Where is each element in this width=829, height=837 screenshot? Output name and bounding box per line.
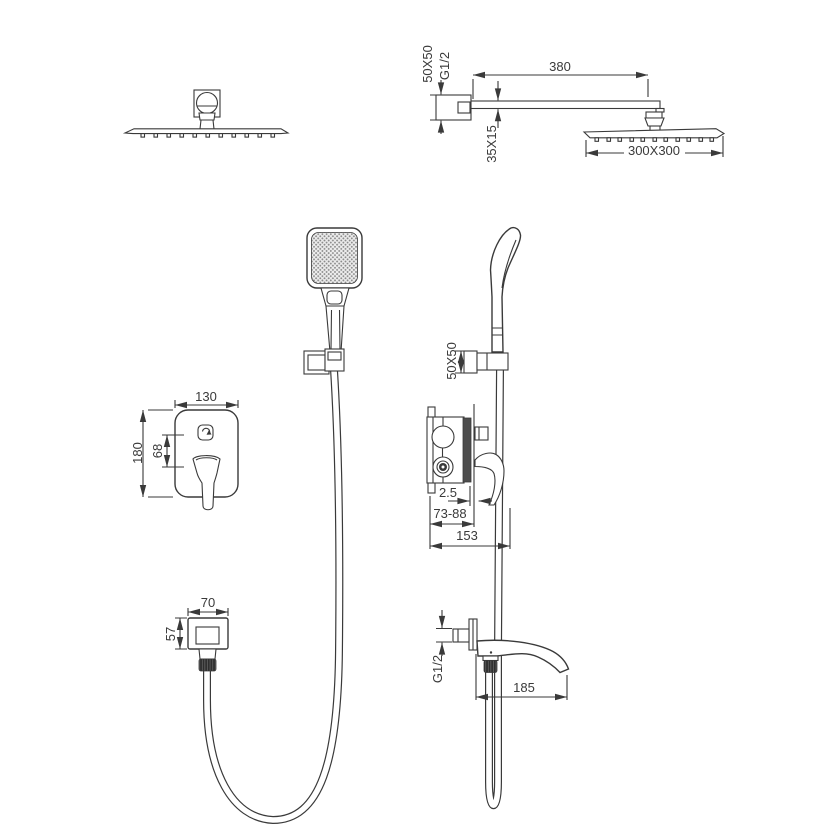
spout-hose-nut xyxy=(484,661,497,673)
dim-outlet-width xyxy=(188,595,228,616)
valve-port-upper xyxy=(432,426,454,448)
hand-shower-hose-side-loop xyxy=(489,369,500,805)
dim-arm-profile xyxy=(484,81,499,163)
outlet-boss xyxy=(196,627,219,644)
diverter-button xyxy=(198,425,213,440)
dim-label-trim-width: 130 xyxy=(195,389,217,404)
dim-plate-offset xyxy=(439,485,492,506)
wall-hatch-strip xyxy=(463,418,471,482)
spray-face xyxy=(312,233,358,284)
mode-button xyxy=(327,291,342,304)
dim-label-arm-profile: 35X15 xyxy=(484,125,499,163)
dim-label-head-size: 300X300 xyxy=(627,143,681,158)
dim-label-flange-size: 50X50 xyxy=(420,45,435,83)
hand-shower-handle xyxy=(326,306,344,352)
hand-shower-side-view xyxy=(444,228,521,380)
shower-plate-edge-view xyxy=(125,129,288,137)
dim-label-overall-depth: 153 xyxy=(456,528,478,543)
dim-flange-size xyxy=(420,45,452,134)
arm-ball-joint xyxy=(646,112,662,118)
swivel-ball xyxy=(197,93,218,114)
holder-clamp xyxy=(477,353,508,370)
overhead-shower-front-view xyxy=(125,90,288,137)
dim-label-plate-offset: 2.5 xyxy=(438,485,458,500)
dim-label-trim-height: 180 xyxy=(130,442,145,464)
dim-label-holder-size: 50X50 xyxy=(444,342,459,380)
overhead-shower-side-view xyxy=(420,45,724,163)
diverter-button-side xyxy=(475,427,488,440)
hose-outlet-front-view xyxy=(163,595,228,671)
valve-port-lower xyxy=(433,457,453,477)
dim-trim-width xyxy=(175,389,238,408)
dim-spout-thread xyxy=(430,610,452,683)
spout-outlet-collar xyxy=(483,656,498,661)
dim-label-thread: G1/2 xyxy=(437,51,452,81)
mixer-trim-front-view xyxy=(130,389,238,510)
supply-nipple xyxy=(453,629,469,642)
wall-holder-side xyxy=(464,351,508,373)
head-stem xyxy=(200,120,214,129)
shower-arm xyxy=(471,101,660,109)
dim-label-mount-depth: 73-88 xyxy=(433,506,467,521)
wall-holder-front xyxy=(304,349,344,374)
dim-label-handle-offset: 68 xyxy=(150,443,165,459)
dim-outlet-height xyxy=(163,618,187,649)
mounting-tab xyxy=(428,482,435,493)
dim-label-outlet-height: 57 xyxy=(163,626,178,642)
mounting-tab xyxy=(428,407,435,418)
hand-shower-front-view xyxy=(304,228,362,374)
hand-shower-profile xyxy=(491,228,521,352)
hose-nut xyxy=(199,659,216,671)
dim-label-outlet-width: 70 xyxy=(200,595,216,610)
shower-plate-edge-view xyxy=(584,129,724,142)
dim-label-spout-thread: G1/2 xyxy=(430,654,445,684)
dim-label-spout-reach: 185 xyxy=(513,680,535,695)
dim-arm-length xyxy=(473,59,648,99)
dim-label-arm-length: 380 xyxy=(549,59,571,74)
